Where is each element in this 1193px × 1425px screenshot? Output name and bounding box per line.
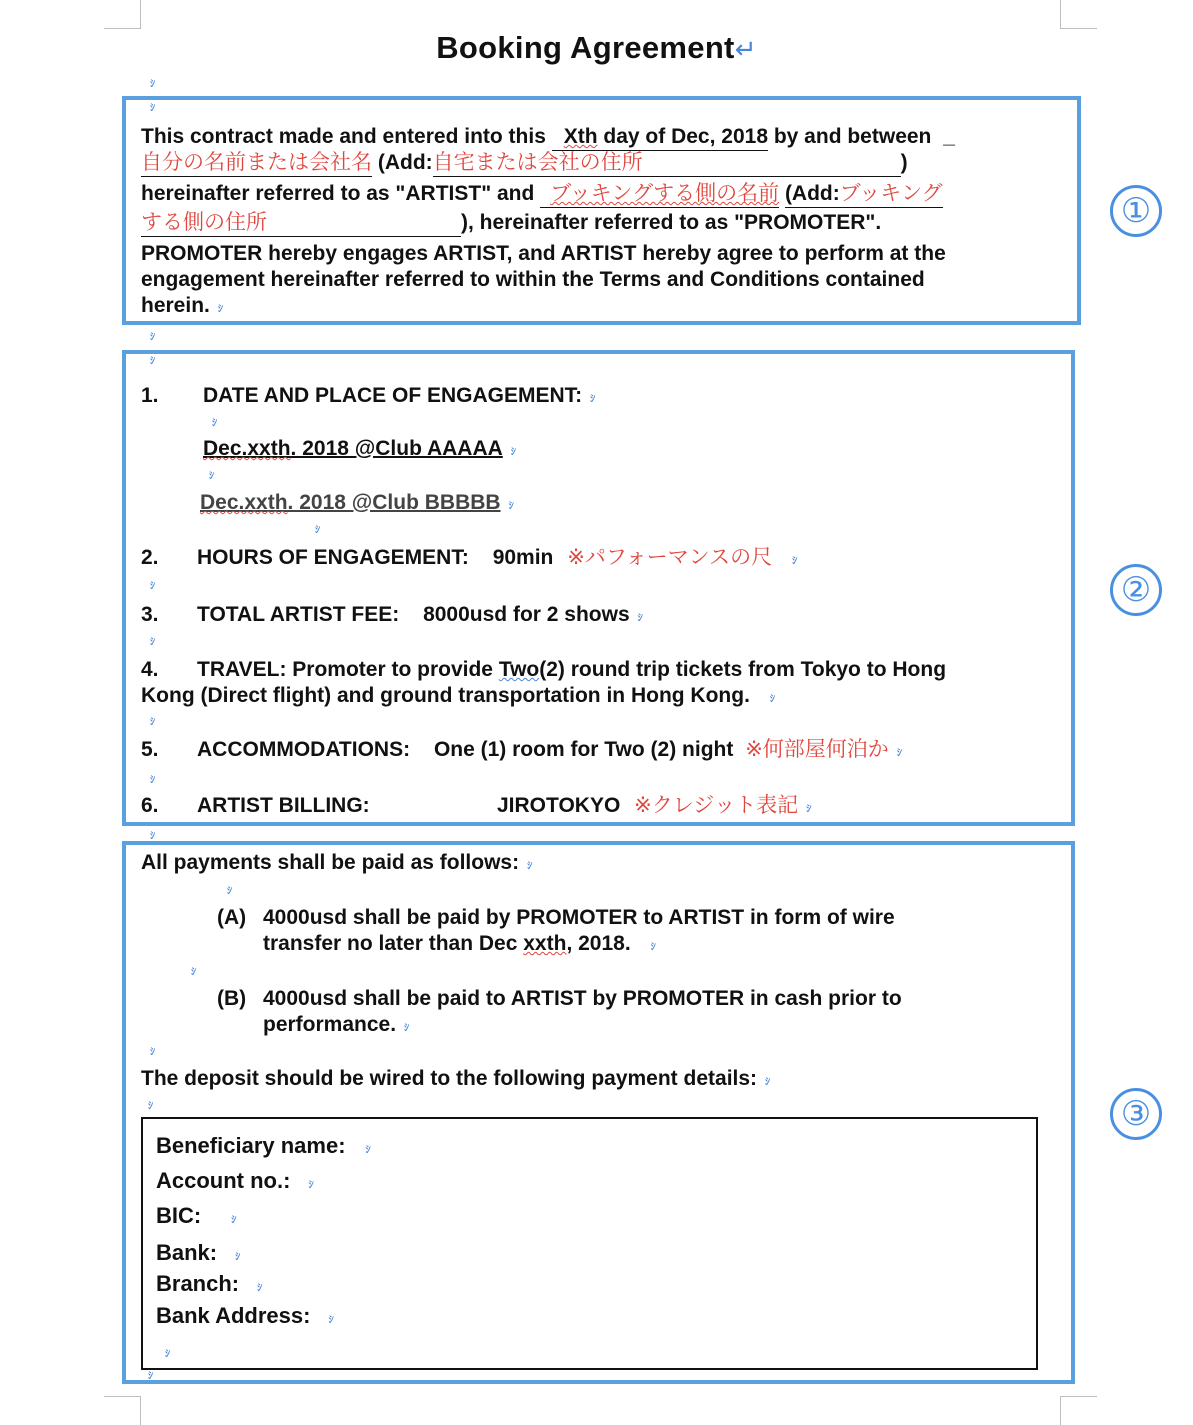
paragraph-mark-icon: ｼ (150, 581, 155, 592)
paragraph-mark-icon: ｼ (150, 103, 155, 114)
paragraph-mark-icon: ｼ (150, 637, 155, 648)
payment-b-line-2: performance. ｼ (263, 1013, 410, 1036)
document-title: Booking Agreement↵ (436, 30, 757, 65)
paragraph-mark-icon: ｼ (191, 967, 196, 978)
field-bic: BIC: ｼ (156, 1203, 237, 1228)
paragraph-mark-icon: ｼ (150, 717, 155, 728)
section-badge-2: ② (1110, 564, 1162, 616)
term-6: 6. ARTIST BILLING: JIROTOKYO ※クレジット表記 ｼ (141, 794, 812, 817)
intro-line-6: engagement hereinafter referred to within the Terms and Conditions contained (141, 268, 925, 291)
intro-line-3: hereinafter referred to as "ARTIST" and ブッキングする側の名前 (Add:ブッキング (141, 181, 943, 208)
term-4-line-2: Kong (Direct flight) and ground transportation in Hong Kong. ｼ (141, 684, 775, 707)
term-2: 2. HOURS OF ENGAGEMENT: 90min ※パフォーマンスの尺 ｼ (141, 546, 798, 569)
paragraph-mark-icon: ｼ (148, 1371, 153, 1382)
term-5: 5. ACCOMMODATIONS: One (1) room for Two (2) night ※何部屋何泊か ｼ (141, 738, 902, 761)
payment-a-line-1: (A) 4000usd shall be paid by PROMOTER to ARTIST in form of wire (217, 906, 895, 929)
field-branch: Branch: ｼ (156, 1271, 263, 1296)
paragraph-mark-icon: ｼ (315, 525, 320, 536)
paragraph-mark-icon: ｼ (150, 1047, 155, 1058)
payment-b-line-1: (B) 4000usd shall be paid to ARTIST by PROMOTER in cash prior to (217, 987, 902, 1010)
crop-mark-bottom-left (104, 1396, 141, 1425)
field-bank-address: Bank Address: ｼ (156, 1303, 334, 1328)
term-3: 3. TOTAL ARTIST FEE: 8000usd for 2 shows ｼ (141, 603, 643, 626)
term-4-line-1: 4. TRAVEL: Promoter to provide Two(2) round trip tickets from Tokyo to Hong (141, 658, 947, 681)
intro-line-2: 自分の名前または会社名 (Add:自宅または会社の住所 ) (141, 150, 908, 177)
term-1-date-1: Dec.xxth. 2018 @Club AAAAA ｼ (203, 437, 516, 460)
paragraph-mark-icon: ｼ (148, 1101, 153, 1112)
intro-line-7: herein. ｼ (141, 294, 223, 317)
paragraph-mark-icon: ｼ (209, 471, 214, 482)
field-beneficiary-name: Beneficiary name: ｼ (156, 1133, 371, 1158)
payment-a-line-2: transfer no later than Dec xxth, 2018. ｼ (263, 932, 656, 955)
intro-line-1: This contract made and entered into this Xth day of Dec, 2018 by and between _ (141, 124, 955, 151)
deposit-line: The deposit should be wired to the following payment details: ｼ (141, 1067, 771, 1090)
paragraph-mark-icon: ｼ (212, 418, 217, 429)
paragraph-mark-icon: ｼ (165, 1349, 170, 1360)
crop-mark-bottom-right (1060, 1396, 1097, 1425)
intro-line-4: する側の住所 ), hereinafter referred to as "PROMOTER". (141, 210, 881, 237)
crop-mark-top-right (1060, 0, 1097, 29)
payment-heading: All payments shall be paid as follows: ｼ (141, 851, 533, 874)
paragraph-mark-icon: ｼ (150, 356, 155, 367)
paragraph-mark-icon: ｼ (150, 831, 155, 842)
paragraph-mark-icon: ｼ (227, 886, 232, 897)
section-badge-1: ① (1110, 185, 1162, 237)
return-icon: ↵ (734, 34, 757, 64)
term-1-date-2: Dec.xxth. 2018 @Club BBBBB ｼ (200, 491, 514, 514)
field-account-no: Account no.: ｼ (156, 1168, 314, 1193)
crop-mark-top-left (104, 0, 141, 29)
section-badge-3: ③ (1110, 1088, 1162, 1140)
paragraph-mark-icon: ｼ (150, 775, 155, 786)
paragraph-mark-icon: ｼ (150, 79, 155, 90)
paragraph-mark-icon: ｼ (150, 332, 155, 343)
term-1-heading: 1. DATE AND PLACE OF ENGAGEMENT: ｼ (141, 384, 596, 407)
field-bank: Bank: ｼ (156, 1240, 241, 1265)
intro-line-5: PROMOTER hereby engages ARTIST, and ARTIST hereby agree to perform at the (141, 242, 946, 265)
